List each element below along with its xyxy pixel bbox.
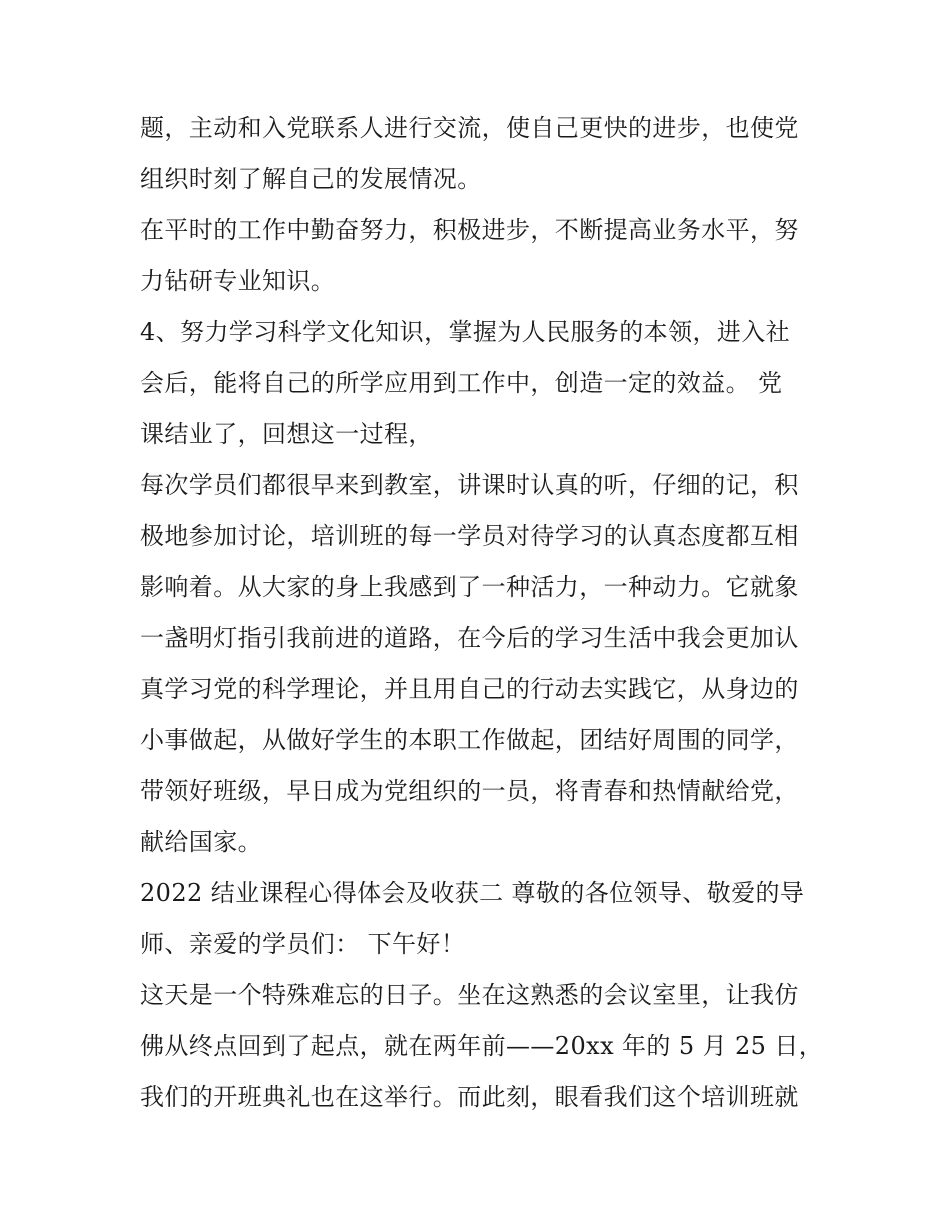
text-line: 极地参加讨论，培训班的每一学员对待学习的认真态度都互相 [140,522,799,550]
text-line: 我们的开班典礼也在这举行。而此刻，眼看我们这个培训班就 [140,1083,799,1111]
text-line: 一盏明灯指引我前进的道路，在今后的学习生活中我会更加认 [140,624,799,652]
text-line: 献给国家。 [140,828,262,856]
text-line: 在平时的工作中勤奋努力，积极进步，不断提高业务水平，努 [140,216,799,244]
text-line: 课结业了，回想这一过程， [140,420,433,448]
text-line: 真学习党的科学理论，并且用自己的行动去实践它，从身边的 [140,675,799,703]
text-line: 影响着。从大家的身上我感到了一种活力，一种动力。它就象 [140,573,799,601]
text-line: 师、亲爱的学员们： 下午好！ [140,930,466,958]
text-line: 带领好班级，早日成为党组织的一员，将青春和热情献给党， [140,777,799,805]
text-line: 这天是一个特殊难忘的日子。坐在这熟悉的会议室里，让我仿 [140,981,799,1009]
text-line: 4、努力学习科学文化知识，掌握为人民服务的本领，进入社 [140,318,791,346]
text-line: 每次学员们都很早来到教室，讲课时认真的听，仔细的记，积 [140,471,799,499]
text-line: 力钻研专业知识。 [140,267,336,295]
text-line: 组织时刻了解自己的发展情况。 [140,165,482,193]
text-line: 题，主动和入党联系人进行交流，使自己更快的进步，也使党 [140,114,799,142]
document-page [140,103,824,1123]
text-line: 佛从终点回到了起点，就在两年前——20xx 年的 5 月 25 日， [140,1032,824,1060]
text-line: 2022 结业课程心得体会及收获二 尊敬的各位领导、敬爱的导 [140,879,805,907]
text-line: 会后，能将自己的所学应用到工作中，创造一定的效益。 党 [140,369,783,397]
text-line: 小事做起，从做好学生的本职工作做起，团结好周围的同学， [140,726,799,754]
